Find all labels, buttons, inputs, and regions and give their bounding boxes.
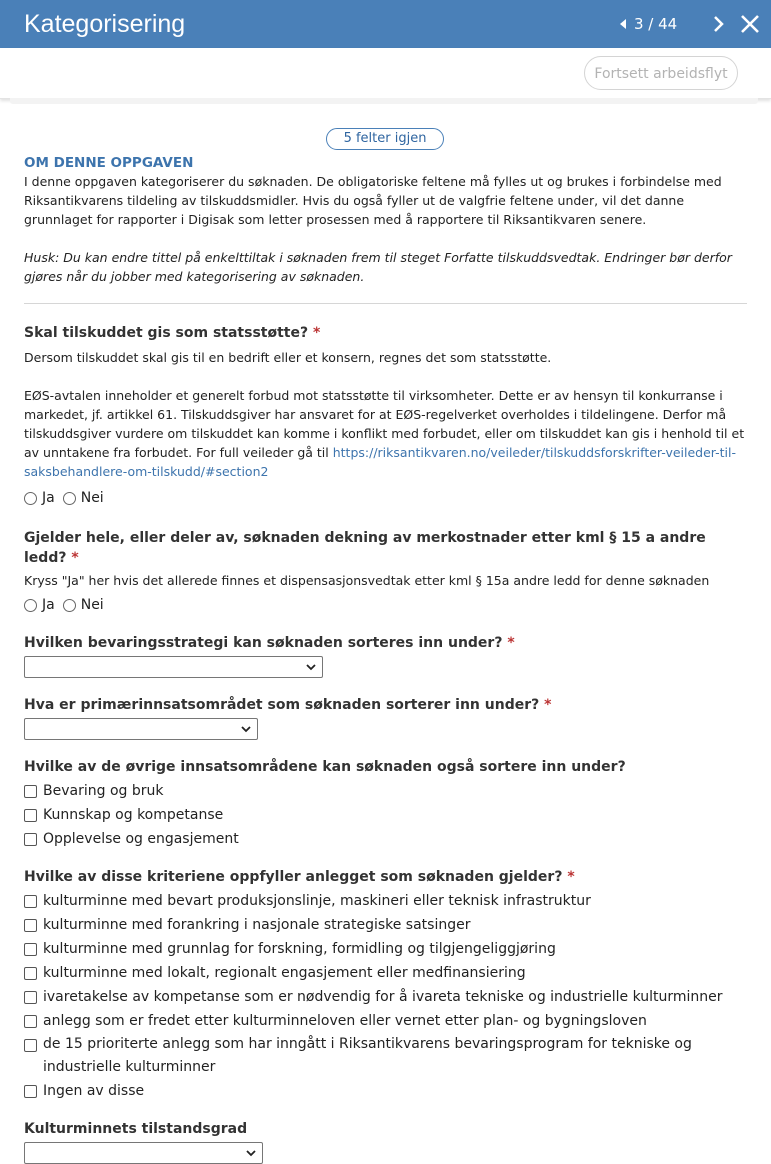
checkbox[interactable] bbox=[24, 833, 37, 846]
radio-yes-label[interactable]: Ja bbox=[42, 490, 55, 506]
preservation-strategy-question bbox=[24, 633, 747, 678]
divider bbox=[24, 303, 747, 304]
help-text: EØS-avtalen inneholder et generelt forbud mot statsstøtte til virksomheter. Dette er av hensyn til konkurranse i markedet, jf. artikkel 61. Tilskuddsgiver har ansvaret for at EØS-regelverket overholdes i tildelingene. Derfor må tilskuddsgiver vurdere om tilskuddet kan komme i konflikt med forbudet, eller om tilskuddet kan gis i henhold til et av unntakene fra forbudet. For full veileder gå til bbox=[24, 388, 745, 460]
required-marker: * bbox=[312, 325, 321, 341]
checkbox[interactable] bbox=[24, 919, 37, 932]
checkbox[interactable] bbox=[24, 967, 37, 980]
guide-link[interactable]: https://riksantikvaren.no/veileder/tilskuddsforskrifter-veileder-til-saksbehandlere-om-tilskudd/#section2 bbox=[24, 445, 736, 479]
radio-yes-label[interactable]: Ja bbox=[42, 597, 55, 613]
condition-grade-select[interactable] bbox=[24, 1142, 263, 1164]
checkbox[interactable] bbox=[24, 943, 37, 956]
checkbox-label[interactable]: Opplevelse og engasjement bbox=[43, 831, 239, 847]
required-marker: * bbox=[71, 550, 79, 566]
checkbox[interactable] bbox=[24, 809, 37, 822]
question-label: Hva er primærinnsatsområdet som søknaden sorterer inn under? bbox=[24, 697, 540, 713]
about-heading: OM DENNE OPPGAVEN bbox=[24, 155, 194, 171]
checkbox-label[interactable]: Bevaring og bruk bbox=[43, 783, 164, 799]
required-marker: * bbox=[567, 869, 575, 885]
criteria-question bbox=[24, 867, 747, 1103]
state-aid-question bbox=[24, 323, 747, 508]
close-icon[interactable] bbox=[739, 13, 761, 35]
previous-arrow-icon[interactable] bbox=[616, 14, 630, 34]
page-title: Kategorisering bbox=[24, 10, 186, 38]
checkbox[interactable] bbox=[24, 991, 37, 1004]
checkbox-label[interactable]: kulturminne med bevart produksjonslinje, maskineri eller teknisk infrastruktur bbox=[43, 893, 591, 909]
checkbox-label[interactable]: Ingen av disse bbox=[43, 1083, 145, 1099]
toolbar bbox=[0, 48, 771, 99]
radio-no-label[interactable]: Nei bbox=[80, 490, 104, 506]
pager: 3 / 44 bbox=[634, 15, 678, 33]
question-label: Kulturminnets tilstandsgrad bbox=[24, 1121, 248, 1137]
chevron-down-icon bbox=[241, 724, 251, 734]
question-label: Gjelder hele, eller deler av, søknaden dekning av merkostnader etter kml § 15 a andre ledd? bbox=[24, 530, 706, 566]
checkbox-label[interactable]: Kunnskap og kompetanse bbox=[43, 807, 224, 823]
checkbox-label[interactable]: de 15 prioriterte anlegg som har inngått i Riksantikvarens bevaringsprogram for tekniske og industrielle kulturminner bbox=[43, 1036, 692, 1075]
preservation-strategy-select[interactable] bbox=[24, 656, 323, 678]
about-text: I denne oppgaven kategoriserer du søknaden. De obligatoriske feltene må fylles ut og brukes i forbindelse med Riksantikvarens tildeling av tilskuddsmidler. Hvis du også fyller ut de valgfrie feltene under, vil det danne grunnlaget for rapporter i Digisak som letter prosessen med å rapportere til Riksantikvaren senere. bbox=[24, 174, 722, 227]
required-marker: * bbox=[544, 697, 552, 713]
radio-yes[interactable] bbox=[24, 492, 37, 505]
checkbox-label[interactable]: anlegg som er fredet etter kulturminneloven eller vernet etter plan- og bygningsloven bbox=[43, 1013, 647, 1029]
radio-yes[interactable] bbox=[24, 599, 37, 612]
checkbox-label[interactable]: ivaretakelse av kompetanse som er nødvendig for å ivareta tekniske og industrielle kulturminner bbox=[43, 989, 723, 1005]
remaining-fields-badge[interactable]: 5 felter igjen bbox=[326, 128, 444, 150]
checkbox-label[interactable]: kulturminne med grunnlag for forskning, formidling og tilgjengeliggjøring bbox=[43, 941, 556, 957]
toolbar-shadow bbox=[10, 98, 758, 104]
checkbox[interactable] bbox=[24, 1015, 37, 1028]
checkbox-label[interactable]: kulturminne med forankring i nasjonale strategiske satsinger bbox=[43, 917, 471, 933]
checkbox[interactable] bbox=[24, 895, 37, 908]
question-label: Hvilken bevaringsstrategi kan søknaden sorteres inn under? bbox=[24, 635, 503, 651]
help-text: Kryss "Ja" her hvis det allerede finnes et dispensasjonsvedtak etter kml § 15a andre ledd for denne søknaden bbox=[24, 573, 710, 588]
next-chevron-icon[interactable] bbox=[708, 14, 728, 34]
question-label: Hvilke av de øvrige innsatsområdene kan søknaden også sortere inn under? bbox=[24, 759, 626, 775]
checkbox[interactable] bbox=[24, 785, 37, 798]
primary-area-select[interactable] bbox=[24, 718, 258, 740]
about-note: Husk: Du kan endre tittel på enkelttiltak i søknaden frem til steget Forfatte tilskuddsvedtak. Endringer bør derfor gjøres når du jobber med kategorisering av søknaden. bbox=[24, 250, 732, 284]
condition-grade-question bbox=[24, 1119, 747, 1164]
extra-cost-question bbox=[24, 528, 747, 615]
radio-no[interactable] bbox=[63, 492, 76, 505]
help-text: Dersom tilskuddet skal gis til en bedrift eller et konsern, regnes det som statsstøtte. bbox=[24, 350, 552, 365]
question-label: Hvilke av disse kriteriene oppfyller anlegget som søknaden gjelder? bbox=[24, 869, 563, 885]
checkbox[interactable] bbox=[24, 1085, 37, 1098]
required-marker: * bbox=[507, 635, 515, 651]
checkbox[interactable] bbox=[24, 1039, 37, 1052]
primary-area-question bbox=[24, 695, 747, 740]
other-areas-question bbox=[24, 757, 747, 851]
form-content bbox=[24, 154, 747, 1164]
chevron-down-icon bbox=[246, 1148, 256, 1158]
checkbox-label[interactable]: kulturminne med lokalt, regionalt engasjement eller medfinansiering bbox=[43, 965, 526, 981]
chevron-down-icon bbox=[306, 662, 316, 672]
continue-workflow-button[interactable]: Fortsett arbeidsflyt bbox=[584, 56, 738, 90]
radio-no[interactable] bbox=[63, 599, 76, 612]
header-bar bbox=[0, 0, 771, 48]
question-label: Skal tilskuddet gis som statsstøtte? bbox=[24, 325, 309, 341]
radio-no-label[interactable]: Nei bbox=[80, 597, 104, 613]
